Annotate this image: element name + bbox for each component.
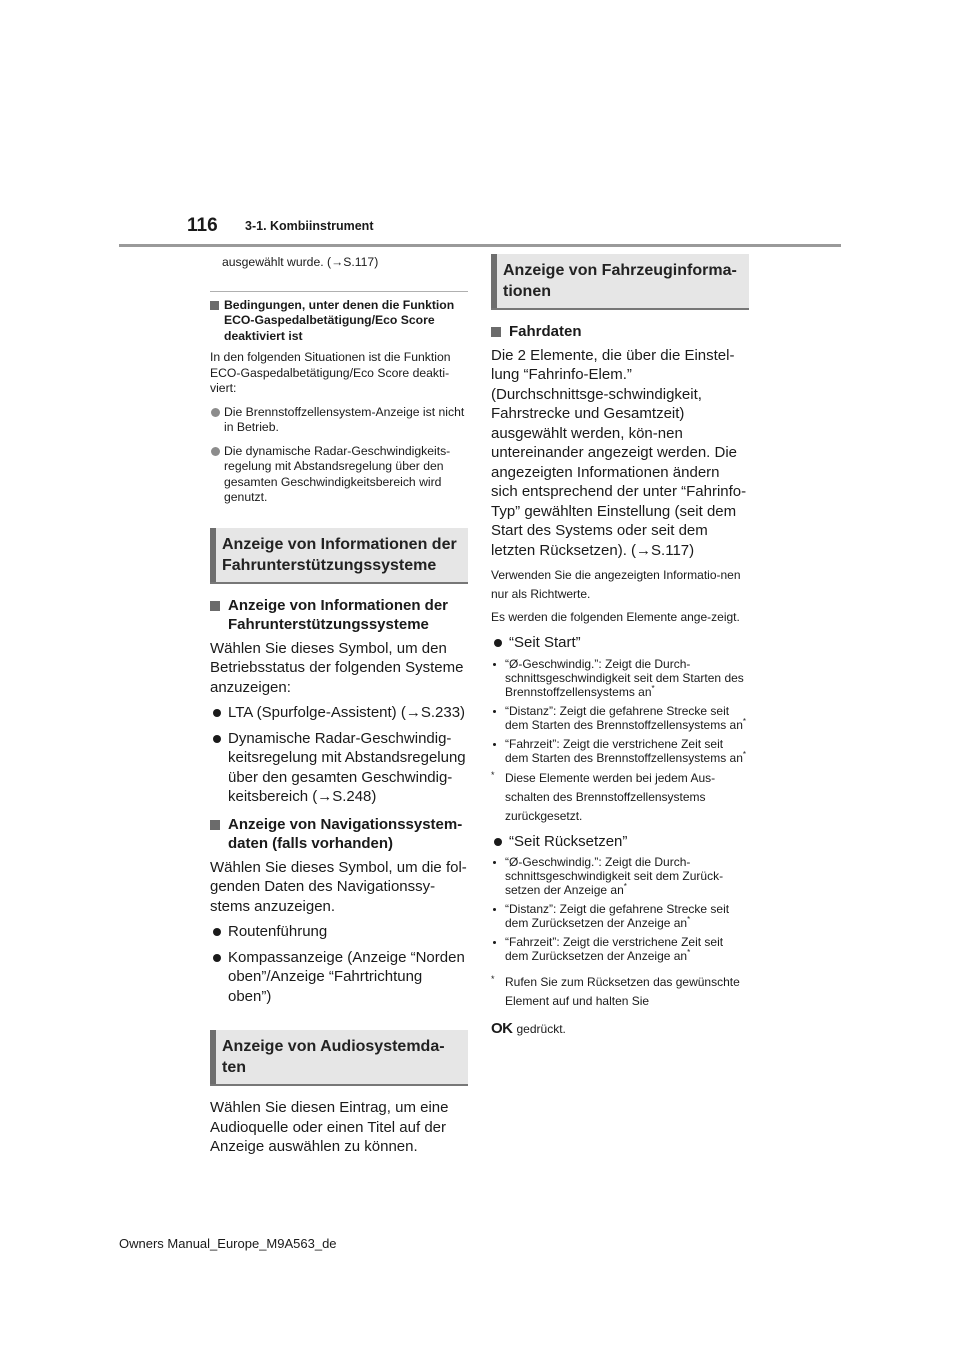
conditions-item: Die dynamische Radar-Geschwindigkeits-regelung mit Abstandsregelung über den gesamten Geschwindigkeitsbereich wird genutzt. xyxy=(210,444,468,506)
conditions-item: Die Brennstoffzellensystem-Anzeige ist nicht in Betrieb. xyxy=(210,405,468,436)
footnote: * Diese Elemente werden bei jedem Aus-schalten des Brennstoffzellensystems zurückgesetzt. xyxy=(491,769,716,823)
note: Es werden die folgenden Elemente ange-zeigt. xyxy=(491,610,740,624)
paragraph: Wählen Sie diesen Eintrag, um eine Audioquelle oder einen Titel auf der Anzeige auswählen zu können. xyxy=(210,1099,449,1155)
list-item: “Seit Rücksetzen” xyxy=(491,832,749,852)
paragraph: Die 2 Elemente, die über die Einstel-lung “Fahrinfo-Elem.” (Durchschnittsge-schwindigkeit, Fahrstrecke und Gesamtzeit) ausgewählt werden, kön-nen untereinander angezeigt werden. Die angezeigten Informationen ändern sich entsprechend der unter “Fahrinfo-Typ” gewählten Einstellung (seit dem Start des Systems oder seit dem letzten Rücksetzen). (→S.117) xyxy=(491,346,747,559)
list-item: LTA (Spurfolge-Assistent) (→S.233) xyxy=(210,703,468,723)
conditions-intro: In den folgenden Situationen ist die Funktion ECO-Gaspedalbetätigung/Eco Score deakti-viert: xyxy=(210,350,451,395)
section-heading-vehicle-info: Anzeige von Fahrzeuginforma-tionen xyxy=(491,254,749,310)
detail-item: “Ø-Geschwindig.”: Zeigt die Durch-schnittsgeschwindigkeit seit dem Zurück-setzen der Anzeige an* xyxy=(491,855,749,897)
list-item: Routenführung xyxy=(210,922,468,942)
square-bullet-icon xyxy=(210,301,219,310)
square-bullet-icon xyxy=(210,820,220,830)
continuation-text: ausgewählt wurde. (→S.117) xyxy=(222,255,379,269)
detail-item: “Distanz”: Zeigt die gefahrene Strecke seit dem Starten des Brennstoffzellensystems an* xyxy=(491,704,749,732)
detail-item: “Fahrzeit”: Zeigt die verstrichene Zeit seit dem Zurücksetzen der Anzeige an* xyxy=(491,935,749,963)
square-bullet-icon xyxy=(210,601,220,611)
paragraph: Wählen Sie dieses Symbol, um den Betriebsstatus der folgenden Systeme anzuzeigen: xyxy=(210,639,464,696)
footnote: * Rufen Sie zum Rücksetzen das gewünschte Element auf und halten Sie xyxy=(491,974,740,1008)
right-column xyxy=(491,254,749,1038)
section-heading-driving-assist: Anzeige von Informationen der Fahrunterstützungssysteme xyxy=(210,528,468,584)
divider xyxy=(210,291,468,292)
conditions-heading: Bedingungen, unter denen die Funktion ECO-Gaspedalbetätigung/Eco Score deaktiviert ist xyxy=(210,298,468,345)
chapter-title: 3-1. Kombiinstrument xyxy=(245,219,374,233)
header-rule xyxy=(119,244,841,247)
ok-button-icon: OK xyxy=(491,1020,513,1037)
section-heading-audio: Anzeige von Audiosystemda-ten xyxy=(210,1030,468,1086)
detail-item: “Distanz”: Zeigt die gefahrene Strecke seit dem Zurücksetzen der Anzeige an* xyxy=(491,902,749,930)
subsection-heading: Fahrdaten xyxy=(491,322,749,342)
left-column xyxy=(210,255,468,1157)
detail-item: “Fahrzeit”: Zeigt die verstrichene Zeit seit dem Starten des Brennstoffzellensystems an* xyxy=(491,737,749,765)
page-number: 116 xyxy=(187,215,218,236)
note: Verwenden Sie die angezeigten Informatio-nen nur als Richtwerte. xyxy=(491,568,741,601)
square-bullet-icon xyxy=(491,327,501,337)
paragraph: Wählen Sie dieses Symbol, um die fol-genden Daten des Navigationssy-stems anzuzeigen. xyxy=(210,858,467,915)
detail-item: “Ø-Geschwindig.”: Zeigt die Durch-schnittsgeschwindigkeit seit dem Starten des Brennstoffzellensystems an* xyxy=(491,657,749,699)
subsection-heading: Anzeige von Informationen der Fahrunterstützungssysteme xyxy=(210,596,468,635)
list-item: Kompassanzeige (Anzeige “Norden oben”/Anzeige “Fahrtrichtung oben”) xyxy=(210,948,468,1007)
footnote-end: OK gedrückt. xyxy=(491,1020,566,1037)
list-item: Dynamische Radar-Geschwindig-keitsregelung mit Abstandsregelung über den gesamten Geschwindig-keitsbereich (→S.248) xyxy=(210,729,468,807)
subsection-heading: Anzeige von Navigationssystem-daten (falls vorhanden) xyxy=(210,815,468,854)
footer-text: Owners Manual_Europe_M9A563_de xyxy=(119,1236,337,1251)
list-item: “Seit Start” xyxy=(491,633,749,653)
